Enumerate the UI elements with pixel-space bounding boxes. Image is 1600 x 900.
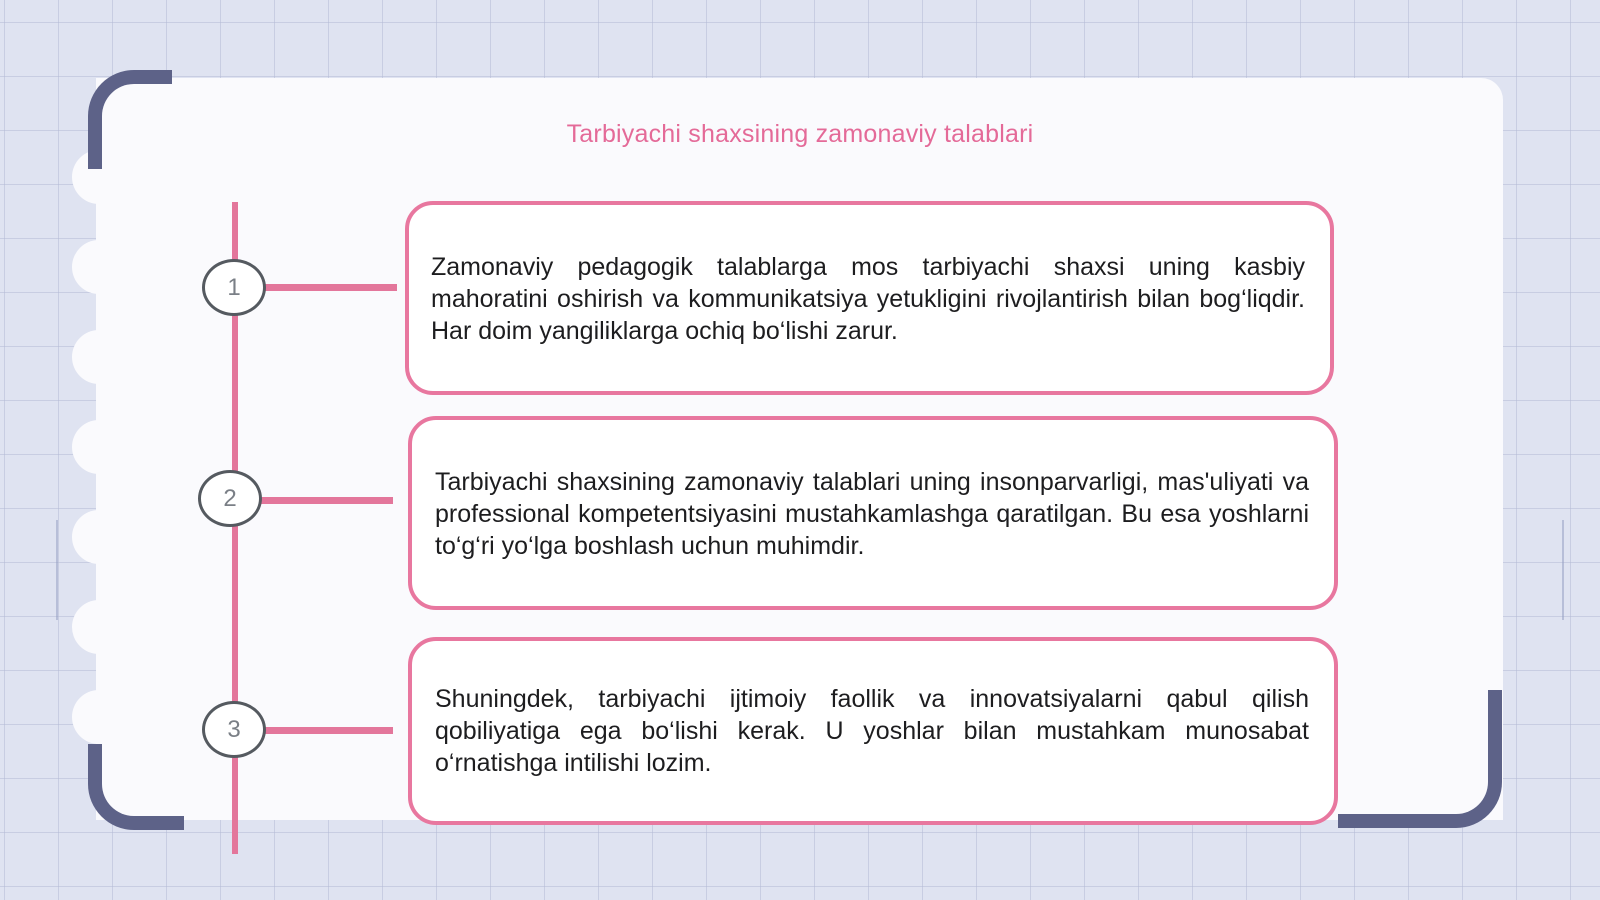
step-number-badge: 1 (202, 259, 266, 316)
step-card-text: Tarbiyachi shaxsining zamonaviy talablari uning insonparvarligi, mas'uliyati va professional kompetentsiyasini mustahkamlashga qaratilgan. Bu esa yoshlarni to‘g‘ri yo‘lga boshlash uchun muhimdir. (435, 468, 1309, 560)
paper-scallop (72, 240, 126, 294)
step-number-badge: 3 (202, 701, 266, 758)
paper-scallop (72, 690, 126, 744)
step-connector (262, 727, 393, 734)
paper-scallop (72, 420, 126, 474)
slide-title: Tarbiyachi shaxsining zamonaviy talablari (566, 120, 1034, 148)
paper-scallop (72, 600, 126, 654)
corner-bracket-top-left (88, 70, 172, 169)
paper-scallop (72, 510, 126, 564)
step-card-text: Zamonaviy pedagogik talablarga mos tarbiyachi shaxsi uning kasbiy mahoratini oshirish va kommunikatsiya yetukligini rivojlantirish bilan bog‘liqdir. Har doim yangiliklarga ochiq bo‘lishi zarur. (431, 253, 1305, 345)
grid-accent-line (56, 520, 58, 620)
step-connector (262, 284, 397, 291)
step-connector (258, 497, 393, 504)
grid-accent-line (1562, 520, 1564, 620)
step-card-text: Shuningdek, tarbiyachi ijtimoiy faollik va innovatsiyalarni qabul qilish qobiliyatiga ega bo‘lishi kerak. U yoshlar bilan mustahkam munosabat o‘rnatishga intilishi lozim. (435, 685, 1309, 777)
corner-bracket-bottom-left (88, 744, 184, 830)
paper-scallop (72, 330, 126, 384)
corner-bracket-bottom-right (1338, 690, 1502, 828)
step-number-badge: 2 (198, 470, 262, 527)
